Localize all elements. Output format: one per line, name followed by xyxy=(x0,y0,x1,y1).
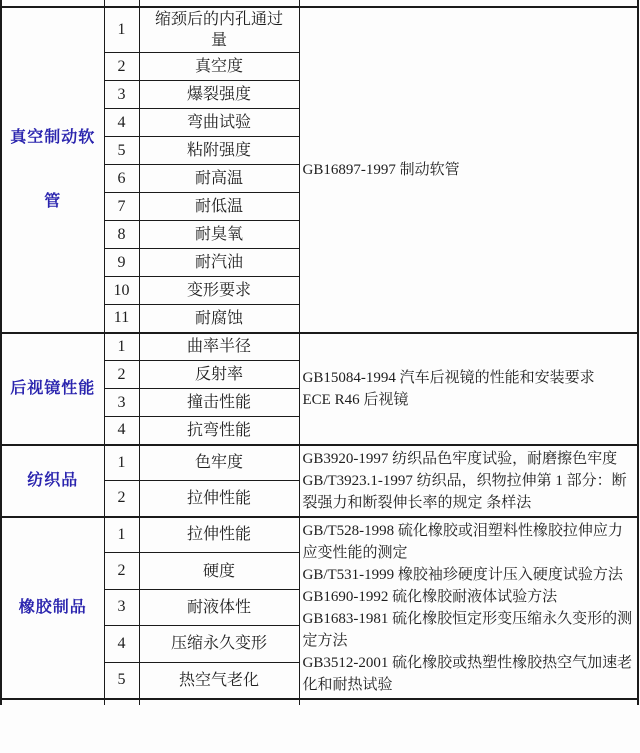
index-cell: 2 xyxy=(104,53,139,81)
category-cell xyxy=(1,333,104,445)
index-cell: 7 xyxy=(104,193,139,221)
category-cell xyxy=(1,517,104,699)
item-cell: 曲率半径 xyxy=(139,333,299,361)
index-cell: 3 xyxy=(104,81,139,109)
index-cell: 5 xyxy=(104,137,139,165)
index-cell: 2 xyxy=(104,481,139,517)
standard-entry: GB/T3923.1-1997 纺织品，织物拉伸第 1 部分：断裂强力和断裂伸长率的规定 条样法 xyxy=(302,472,627,511)
item-cell: 热空气老化 xyxy=(139,662,299,698)
standard-cell xyxy=(299,333,638,445)
item-cell xyxy=(139,0,299,7)
item-cell: 抗弯性能 xyxy=(139,417,299,445)
item-cell: 撞击性能 xyxy=(139,389,299,417)
index-cell: 5 xyxy=(104,662,139,698)
index-cell xyxy=(104,0,139,7)
standard-cell xyxy=(299,517,638,699)
category-label: 橡胶制品 xyxy=(18,598,87,616)
item-cell: 耐高温 xyxy=(139,165,299,193)
standard-entry: GB3920-1997 纺织品色牢度试验，耐磨擦色牢度 xyxy=(302,450,618,467)
category-cell xyxy=(1,445,104,517)
index-cell: 2 xyxy=(104,553,139,589)
item-cell: 耐低温 xyxy=(139,193,299,221)
category-cell xyxy=(1,7,104,333)
index-cell: 3 xyxy=(104,589,139,625)
item-cell: 耐臭氧 xyxy=(139,221,299,249)
standard-entry: GB1683-1981 硫化橡胶恒定形变压缩永久变形的测定方法 xyxy=(302,610,633,649)
standard-entry: ECE R46 后视镜 xyxy=(302,391,409,408)
category-cell xyxy=(1,0,104,7)
index-cell: 4 xyxy=(104,109,139,137)
item-cell: 耐腐蚀 xyxy=(139,305,299,333)
index-cell xyxy=(104,699,139,705)
item-cell: 缩颈后的内孔通过量 xyxy=(139,7,299,53)
standard-entry: GB/T528-1998 硫化橡胶或泪塑料性橡胶拉伸应力应变性能的测定 xyxy=(302,522,623,561)
standard-cell xyxy=(299,7,638,333)
index-cell: 1 xyxy=(104,333,139,361)
standard-cell xyxy=(299,699,638,705)
index-cell: 10 xyxy=(104,277,139,305)
standard-entry: GB/T531-1999 橡胶袖珍硬度计压入硬度试验方法 xyxy=(302,566,623,583)
index-cell: 11 xyxy=(104,305,139,333)
item-cell: 反射率 xyxy=(139,361,299,389)
item-cell: 粘附强度 xyxy=(139,137,299,165)
item-cell: 拉伸性能 xyxy=(139,517,299,553)
index-cell: 6 xyxy=(104,165,139,193)
index-cell: 9 xyxy=(104,249,139,277)
partial-row-bottom xyxy=(1,699,638,705)
standard-cell xyxy=(299,0,638,7)
item-cell: 爆裂强度 xyxy=(139,81,299,109)
table-row xyxy=(1,7,638,53)
standard-entry: GB16897-1997 制动软管 xyxy=(302,161,460,178)
item-cell: 耐液体性 xyxy=(139,589,299,625)
index-cell: 2 xyxy=(104,361,139,389)
index-cell: 1 xyxy=(104,517,139,553)
category-cell xyxy=(1,699,104,705)
table-row xyxy=(1,333,638,361)
category-label: 真空制动软管 xyxy=(10,128,96,210)
item-cell: 真空度 xyxy=(139,53,299,81)
standard-entry: GB3512-2001 硫化橡胶或热塑性橡胶热空气加速老化和耐热试验 xyxy=(302,654,633,693)
item-cell: 色牢度 xyxy=(139,445,299,481)
partial-row-top xyxy=(1,0,638,7)
index-cell: 4 xyxy=(104,417,139,445)
item-cell: 拉伸性能 xyxy=(139,481,299,517)
item-cell: 变形要求 xyxy=(139,277,299,305)
standard-entry: GB15084-1994 汽车后视镜的性能和安装要求 xyxy=(302,369,595,386)
index-cell: 1 xyxy=(104,7,139,53)
standard-entry: GB1690-1992 硫化橡胶耐液体试验方法 xyxy=(302,588,558,605)
category-label: 纺织品 xyxy=(27,471,79,489)
standard-cell xyxy=(299,445,638,517)
index-cell: 8 xyxy=(104,221,139,249)
table-body xyxy=(1,0,638,705)
index-cell: 4 xyxy=(104,626,139,662)
item-cell: 压缩永久变形 xyxy=(139,626,299,662)
item-cell xyxy=(139,699,299,705)
table-row xyxy=(1,517,638,553)
item-cell: 硬度 xyxy=(139,553,299,589)
category-label: 后视镜性能 xyxy=(10,379,96,397)
index-cell: 3 xyxy=(104,389,139,417)
index-cell: 1 xyxy=(104,445,139,481)
item-cell: 耐汽油 xyxy=(139,249,299,277)
item-cell: 弯曲试验 xyxy=(139,109,299,137)
table-row xyxy=(1,445,638,481)
